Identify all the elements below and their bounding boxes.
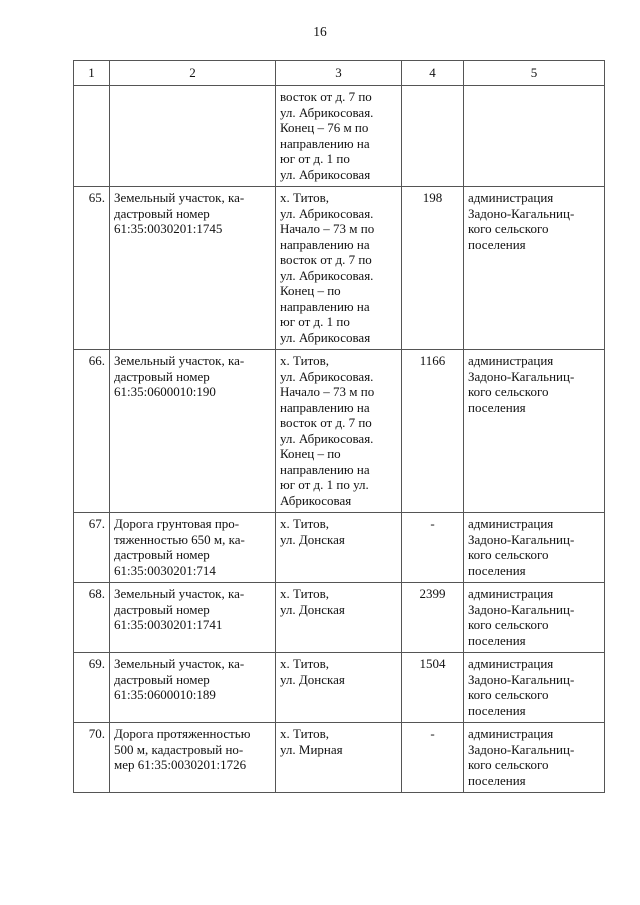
object-description: Земельный участок, ка- дастровый номер 61:35:0600010:190 [110, 350, 276, 513]
header-row [74, 61, 605, 86]
row-number: 66. [74, 350, 110, 513]
row-number: 65. [74, 187, 110, 350]
object-address: х. Титов, ул. Донская [276, 513, 402, 583]
object-address: х. Титов, ул. Абрикосовая. Начало – 73 м по направлению на восток от д. 7 по ул. Абрикосовая. Конец – по направлению на юг от д. 1 по ул. Абрикосовая [276, 350, 402, 513]
table-row [74, 653, 605, 723]
table-row-continuation [74, 86, 605, 187]
object-description: Дорога грунтовая про- тяженностью 650 м, ка- дастровый номер 61:35:0030201:714 [110, 513, 276, 583]
rights-holder: администрация Задоно-Кагальниц- кого сельского поселения [464, 723, 605, 793]
object-area: - [402, 513, 464, 583]
column-header-4: 4 [402, 61, 464, 86]
rights-holder: администрация Задоно-Кагальниц- кого сельского поселения [464, 350, 605, 513]
object-address: х. Титов, ул. Донская [276, 653, 402, 723]
object-address: х. Титов, ул. Абрикосовая. Начало – 73 м по направлению на восток от д. 7 по ул. Абрикосовая. Конец – по направлению на юг от д. 1 по ул. Абрикосовая [276, 187, 402, 350]
object-area [402, 86, 464, 187]
object-address: х. Титов, ул. Донская [276, 583, 402, 653]
object-description: Земельный участок, ка- дастровый номер 61:35:0030201:1745 [110, 187, 276, 350]
row-number: 69. [74, 653, 110, 723]
rights-holder [464, 86, 605, 187]
object-description: Земельный участок, ка- дастровый номер 61:35:0600010:189 [110, 653, 276, 723]
property-registry-table [73, 60, 605, 793]
object-address: х. Титов, ул. Мирная [276, 723, 402, 793]
rights-holder: администрация Задоно-Кагальниц- кого сельского поселения [464, 513, 605, 583]
table-row [74, 513, 605, 583]
rights-holder: администрация Задоно-Кагальниц- кого сельского поселения [464, 653, 605, 723]
table-row [74, 187, 605, 350]
object-area: 2399 [402, 583, 464, 653]
column-header-3: 3 [276, 61, 402, 86]
rights-holder: администрация Задоно-Кагальниц- кого сельского поселения [464, 187, 605, 350]
table-row [74, 723, 605, 793]
table-row [74, 583, 605, 653]
column-header-5: 5 [464, 61, 605, 86]
table-row [74, 350, 605, 513]
object-description: Дорога протяженностью 500 м, кадастровый но- мер 61:35:0030201:1726 [110, 723, 276, 793]
row-number: 67. [74, 513, 110, 583]
object-address: восток от д. 7 по ул. Абрикосовая. Конец – 76 м по направлению на юг от д. 1 по ул. Абрикосовая [276, 86, 402, 187]
object-area: - [402, 723, 464, 793]
page-number: 16 [313, 24, 327, 39]
column-header-1: 1 [74, 61, 110, 86]
object-area: 1504 [402, 653, 464, 723]
column-header-2: 2 [110, 61, 276, 86]
row-number: 70. [74, 723, 110, 793]
row-number: 68. [74, 583, 110, 653]
rights-holder: администрация Задоно-Кагальниц- кого сельского поселения [464, 583, 605, 653]
row-number [74, 86, 110, 187]
object-description [110, 86, 276, 187]
object-area: 1166 [402, 350, 464, 513]
object-area: 198 [402, 187, 464, 350]
object-description: Земельный участок, ка- дастровый номер 61:35:0030201:1741 [110, 583, 276, 653]
